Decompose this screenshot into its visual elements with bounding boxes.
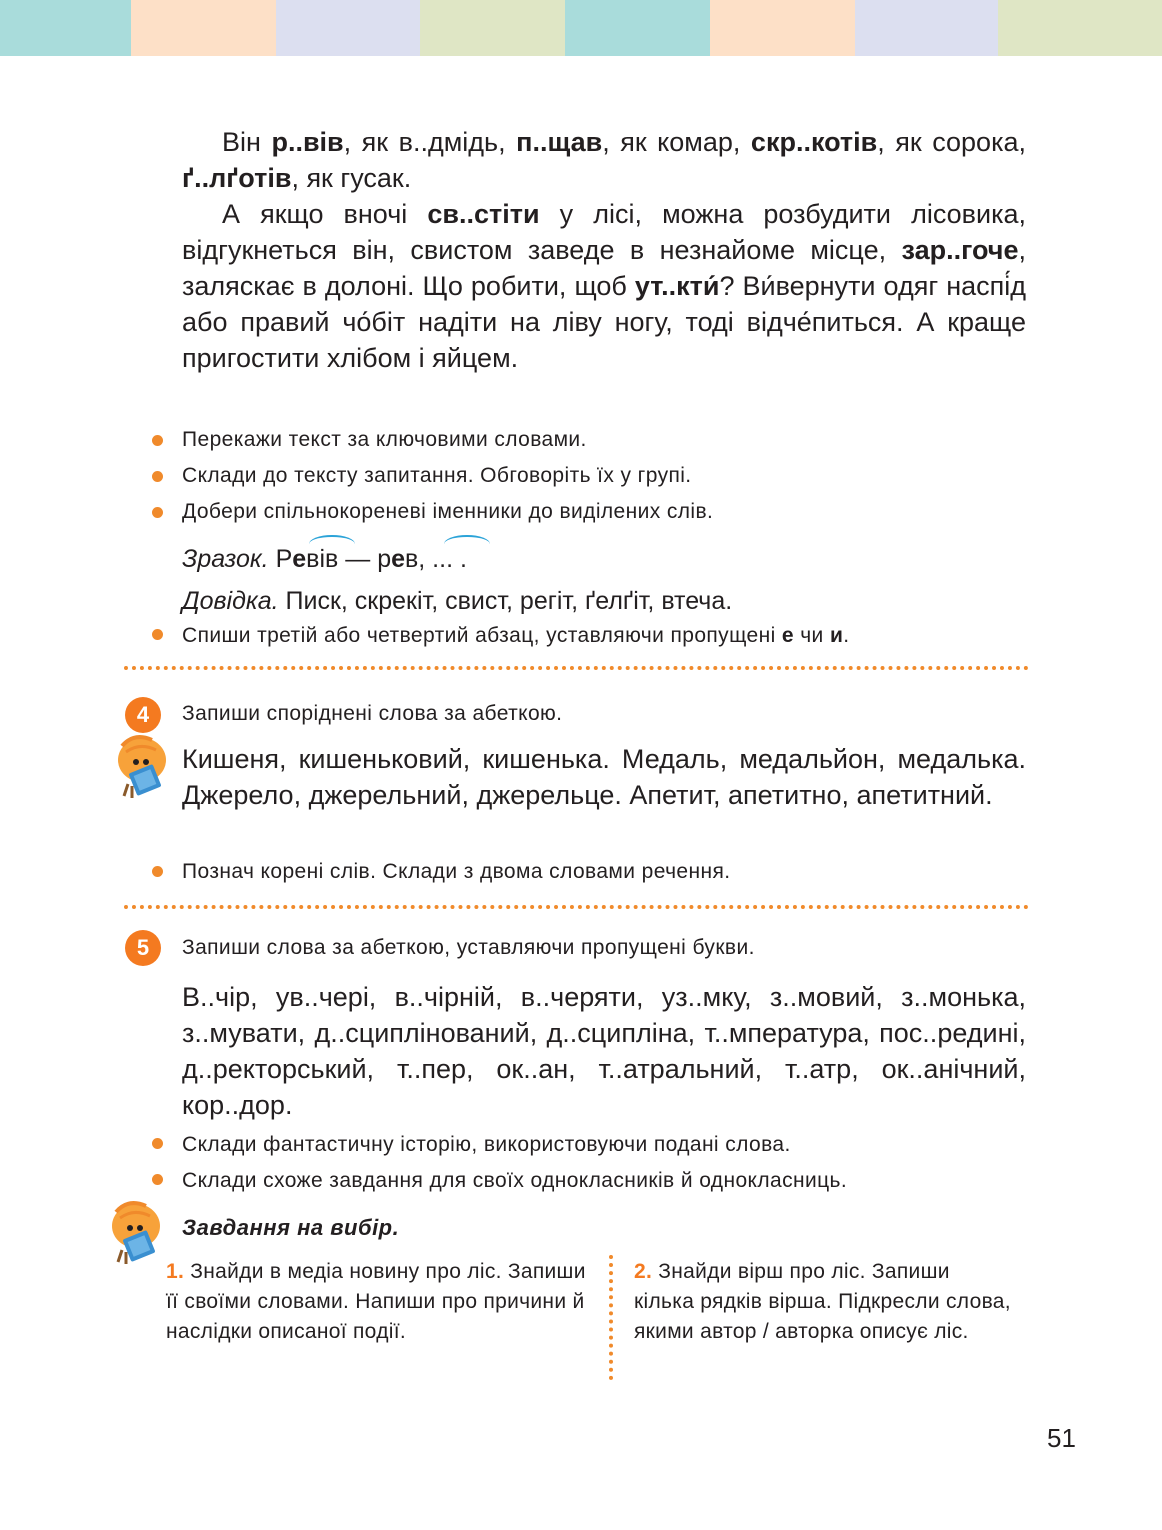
- header-color-block: [276, 0, 420, 56]
- highlighted-word: р..вів: [271, 127, 344, 157]
- header-color-block: [0, 0, 131, 56]
- text: Спиши третій або четвертий абзац, уставляючи пропущені: [182, 624, 782, 647]
- choice-number: 1.: [166, 1260, 185, 1283]
- task-cognates: Добери спільнокореневі іменники до виділених слів.: [182, 500, 714, 523]
- text: , як в..дмідь,: [343, 127, 517, 157]
- sample-root-vowel: е: [391, 545, 405, 573]
- choice-number: 2.: [634, 1260, 653, 1283]
- choice-task-2: [634, 1257, 1014, 1347]
- choice-task-1: [166, 1257, 591, 1347]
- root-arc-mark: [309, 535, 355, 553]
- highlighted-word: ут..кти́: [634, 271, 720, 301]
- letter: и: [829, 624, 844, 647]
- header-color-block: [710, 0, 855, 56]
- text: ? Ви́вернути одяг наспі́д або правий чо́біт надіти на ліву ногу, тоді відче́питься. А краще пригостити хлібом і яйцем.: [182, 271, 1026, 373]
- exercise-5-task-story: Склади фантастичну історію, використовуючи подані слова.: [182, 1133, 791, 1156]
- root-arc-mark: [444, 535, 490, 553]
- bullet-dot: [152, 435, 163, 446]
- highlighted-word: скр..котів: [750, 127, 878, 157]
- header-color-block: [855, 0, 998, 56]
- sample-word-part: вів: [306, 545, 339, 573]
- task-copy-paragraph: [182, 622, 1042, 650]
- highlighted-word: п..щав: [516, 127, 603, 157]
- task-questions: Склади до тексту запитання. Обговоріть їх у групі.: [182, 464, 692, 487]
- bullet-dot: [152, 1174, 163, 1185]
- letter: е: [781, 624, 794, 647]
- dotted-column-separator: [609, 1255, 613, 1380]
- exercise-4-title: Запиши споріднені слова за абеткою.: [182, 702, 563, 725]
- exercise-5-title: Запиши слова за абеткою, уставляючи пропущені букви.: [182, 936, 755, 959]
- exercise-number-badge: 5: [125, 930, 161, 966]
- highlighted-word: зар..гоче: [901, 235, 1019, 265]
- highlighted-word: ґ..лґотів: [182, 163, 292, 193]
- bullet-dot: [152, 471, 163, 482]
- page-number: 51: [1047, 1423, 1076, 1453]
- choice-text: Знайди в медіа новину про ліс. Запиши її своїми словами. Напиши про причини й наслідки описаної події.: [166, 1260, 586, 1343]
- bullet-dot: [152, 1138, 163, 1149]
- header-color-block: [565, 0, 710, 56]
- sample-word-part: р: [377, 545, 392, 573]
- highlighted-word: св..стіти: [427, 199, 540, 229]
- text: , заляскає в долоні. Що робити, щоб: [182, 235, 1026, 301]
- text: .: [843, 624, 850, 647]
- story-paragraph-1: [182, 124, 1026, 196]
- reference-text: Писк, скрекіт, свист, регіт, ґелґіт, втеча.: [278, 587, 733, 615]
- exercise-5-task-similar: Склади схоже завдання для своїх однокласників й однокласниць.: [182, 1169, 848, 1192]
- sample-word-part: Р: [275, 545, 293, 573]
- bullet-dot: [152, 629, 163, 640]
- text: , як сорока,: [877, 127, 1027, 157]
- header-color-block: [420, 0, 565, 56]
- exercise-number-badge: 4: [125, 697, 161, 733]
- exercise-4-task: Познач корені слів. Склади з двома словами речення.: [182, 860, 731, 883]
- text: , як комар,: [602, 127, 751, 157]
- sample-root-vowel: е: [292, 545, 307, 573]
- reference-label: Довідка.: [182, 587, 279, 615]
- sample-rest: , ... .: [418, 545, 467, 573]
- choice-text: Знайди вірш про ліс. Запиши кілька рядків вірша. Підкресли слова, якими автор / авторка описує ліс.: [634, 1260, 1011, 1343]
- dotted-separator: [124, 905, 1029, 909]
- mascot-reader-icon: [100, 1198, 162, 1268]
- sample-label: Зразок.: [182, 545, 269, 573]
- dotted-separator: [124, 666, 1029, 670]
- exercise-5-words: В..чір, ув..чері, в..чірній, в..черяти, уз..мку, з..мовий, з..монька, з..мувати, д..сциплінований, д..сципліна, т..мпература, пос..редині, д..ректорський, т..пер, ок..ан, т..атральний, т..атр, ок..анічний, кор..дор.: [182, 982, 1026, 1120]
- text: у лісі, можна розбудити лісовика, відгукнеться він, свистом заведе в незнайоме місце,: [182, 199, 1026, 265]
- header-color-block: [998, 0, 1162, 56]
- story-paragraph-2: [182, 196, 1026, 376]
- choice-tasks-title: Завдання на вибір.: [182, 1215, 400, 1240]
- text: А якщо вночі: [222, 199, 428, 229]
- text: , як гусак.: [291, 163, 412, 193]
- task-retell: Перекажи текст за ключовими словами.: [182, 428, 587, 451]
- bullet-dot: [152, 507, 163, 518]
- header-color-strip: [0, 0, 1162, 56]
- sample-dash: —: [338, 545, 378, 573]
- text: чи: [793, 624, 830, 647]
- sample-word-part: в: [405, 545, 419, 573]
- exercise-4-words: Кишеня, кишеньковий, кишенька. Медаль, медальйон, медалька. Джерело, джерельний, джерельце. Апетит, апетитно, апетитний.: [182, 744, 1026, 810]
- header-color-block: [131, 0, 276, 56]
- reference-line: [182, 585, 732, 617]
- text: Він: [222, 127, 272, 157]
- bullet-dot: [152, 866, 163, 877]
- mascot-reader-icon: [106, 732, 168, 802]
